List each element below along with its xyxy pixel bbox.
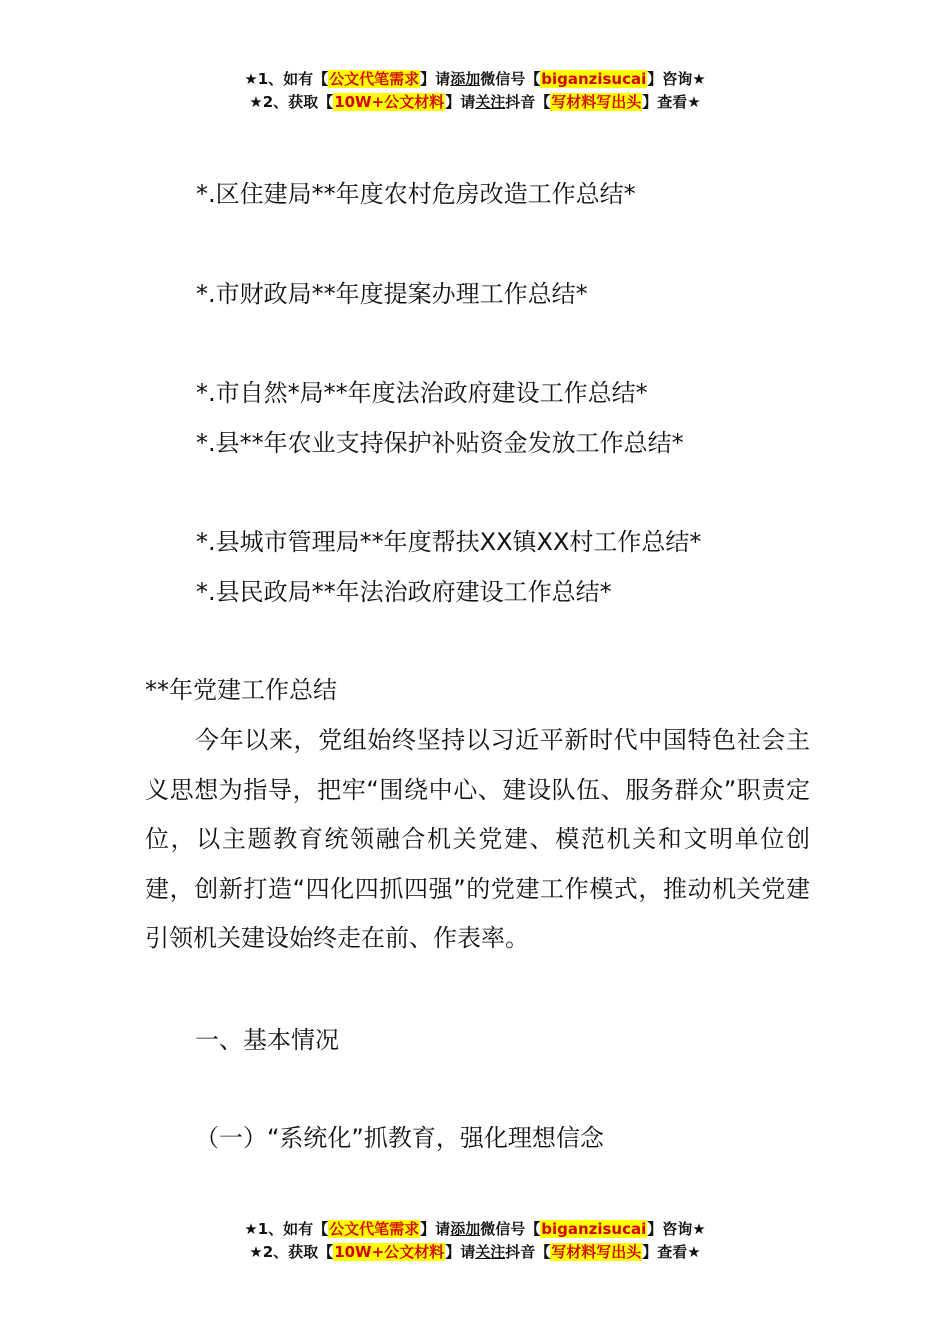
promo-text: 】请	[445, 1243, 476, 1261]
promo-line-2	[0, 91, 950, 114]
promo-text: 】查看★	[642, 1243, 701, 1261]
title-item: *.县**年农业支持保护补贴资金发放工作总结*	[196, 429, 684, 457]
promo-banner-top	[0, 68, 950, 114]
promo-highlight: 10W+公文材料	[334, 93, 445, 111]
promo-text: ★2、获取【	[249, 1243, 334, 1261]
article-title: **年党建工作总结	[145, 676, 337, 704]
promo-text: 微信号【	[480, 1220, 541, 1238]
promo-highlight: 公文代笔需求	[329, 1220, 420, 1238]
promo-wechat-id: biganzisucai	[541, 1220, 647, 1238]
promo-highlight: 公文代笔需求	[329, 70, 420, 88]
title-item: *.区住建局**年度农村危房改造工作总结*	[196, 180, 636, 208]
promo-underlined-text: 添加	[450, 70, 481, 88]
title-item: *.县城市管理局**年度帮扶XX镇XX村工作总结*	[196, 528, 702, 556]
promo-text: ★1、如有【	[244, 1220, 329, 1238]
promo-line-2	[0, 1241, 950, 1264]
promo-highlight: 10W+公文材料	[334, 1243, 445, 1261]
promo-text: 】咨询★	[647, 1220, 706, 1238]
article-intro-paragraph: 今年以来，党组始终坚持以习近平新时代中国特色社会主义思想为指导，把牢“围绕中心、建设队伍、服务群众”职责定位，以主题教育统领融合机关党建、模范机关和文明单位创建，创新打造“四化四抓四强”的党建工作模式，推动机关党建引领机关建设始终走在前、作表率。	[145, 726, 810, 952]
section-heading: 一、基本情况	[195, 1026, 339, 1054]
promo-banner-bottom	[0, 1218, 950, 1264]
promo-text: 微信号【	[480, 70, 541, 88]
promo-line-1	[0, 68, 950, 91]
promo-text: 】咨询★	[647, 70, 706, 88]
subsection-heading: （一）“系统化”抓教育，强化理想信念	[195, 1124, 604, 1152]
promo-text: 】查看★	[642, 93, 701, 111]
promo-underlined-text: 添加	[450, 1220, 481, 1238]
promo-text: 】请	[445, 93, 476, 111]
promo-underlined-text: 关注	[475, 1243, 506, 1261]
promo-text: 】请	[420, 1220, 451, 1238]
title-item: *.县民政局**年法治政府建设工作总结*	[196, 578, 612, 606]
promo-underlined-text: 关注	[475, 93, 506, 111]
promo-text: 抖音【	[505, 93, 551, 111]
promo-line-1	[0, 1218, 950, 1241]
promo-text: ★2、获取【	[249, 93, 334, 111]
promo-douyin-id: 写材料写出头	[551, 93, 642, 111]
promo-text: ★1、如有【	[244, 70, 329, 88]
promo-text: 抖音【	[505, 1243, 551, 1261]
promo-wechat-id: biganzisucai	[541, 70, 647, 88]
title-item: *.市自然*局**年度法治政府建设工作总结*	[196, 379, 648, 407]
promo-text: 】请	[420, 70, 451, 88]
title-item: *.市财政局**年度提案办理工作总结*	[196, 280, 588, 308]
promo-douyin-id: 写材料写出头	[551, 1243, 642, 1261]
